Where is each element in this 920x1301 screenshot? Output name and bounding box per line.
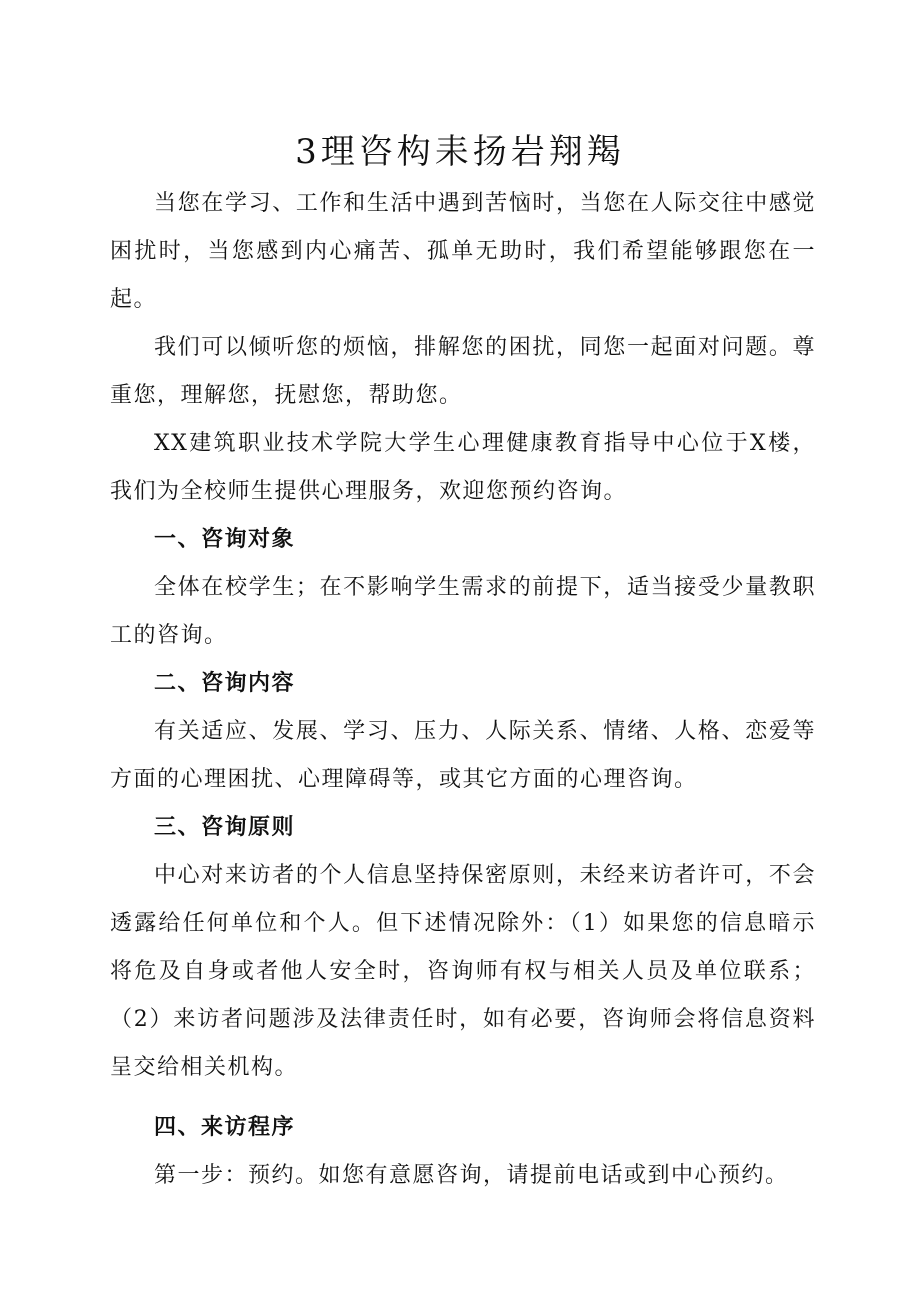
section-heading-consult-principle: 三、咨询原则 xyxy=(154,815,296,840)
intro-paragraph-2: 我们可以倾听您的烦恼，排解您的困扰，同您一起面对问题。尊重您，理解您，抚慰您，帮助您。 xyxy=(110,335,816,408)
intro-paragraph-3: XX建筑职业技术学院大学生心理健康教育指导中心位于X楼，我们为全校师生提供心理服务，欢迎您预约咨询。 xyxy=(110,431,816,504)
intro-paragraph-1: 当您在学习、工作和生活中遇到苦恼时，当您在人际交往中感觉困扰时，当您感到内心痛苦、孤单无助时，我们希望能够跟您在一起。 xyxy=(110,191,816,312)
section-body-consult-principle: 中心对来访者的个人信息坚持保密原则，未经来访者许可，不会透露给任何单位和个人。但下述情况除外：（1）如果您的信息暗示将危及自身或者他人安全时，咨询师有权与相关人员及单位联系；（2）来访者问题涉及法律责任时，如有必要，咨询师会将信息资料呈交给相关机构。 xyxy=(110,863,816,1080)
section-body-consult-target: 全体在校学生；在不影响学生需求的前提下，适当接受少量教职工的咨询。 xyxy=(110,575,816,648)
section-gap xyxy=(110,1092,816,1104)
document-body xyxy=(110,180,816,1200)
section-heading-consult-content: 二、咨询内容 xyxy=(154,671,296,696)
section-body-consult-content: 有关适应、发展、学习、压力、人际关系、情绪、人格、恋爱等方面的心理困扰、心理障碍等，或其它方面的心理咨询。 xyxy=(110,719,816,792)
section-heading-visit-procedure: 四、来访程序 xyxy=(154,1115,296,1140)
section-heading-consult-target: 一、咨询对象 xyxy=(154,527,296,552)
section-body-visit-procedure: 第一步：预约。如您有意愿咨询，请提前电话或到中心预约。 xyxy=(154,1163,789,1188)
document-title: 3理咨构耒扬岩翔羯 xyxy=(295,132,625,172)
